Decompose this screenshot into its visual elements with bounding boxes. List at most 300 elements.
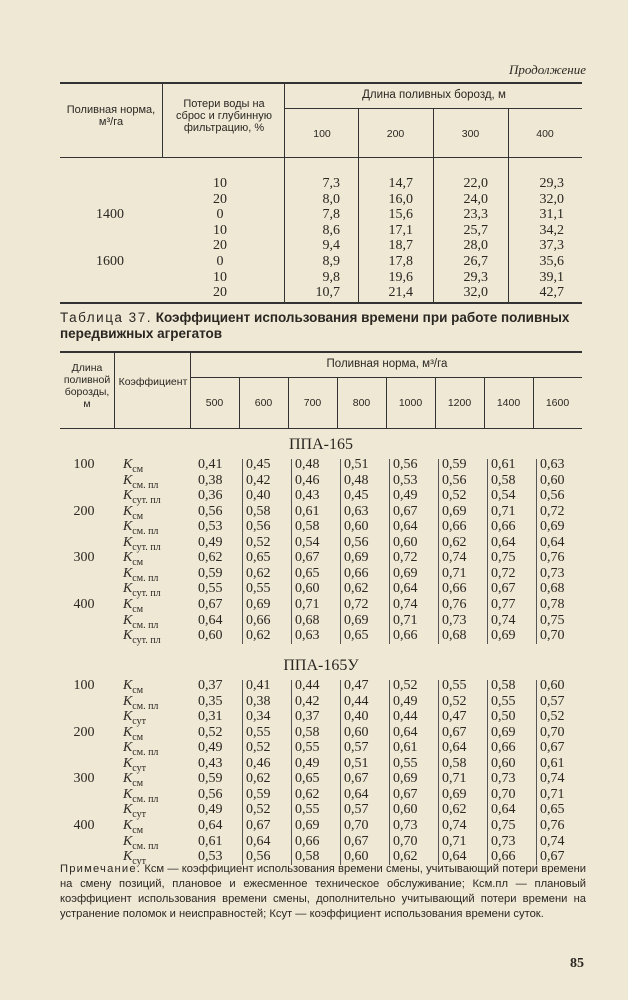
table37-value-cell: 0,55 [198, 581, 223, 597]
table37-value-cell: 0,53 [198, 849, 223, 865]
table37-value-cell: 0,52 [442, 693, 467, 709]
table37-value-cell: 0,69 [295, 817, 320, 833]
table37-value-cell: 0,57 [344, 802, 369, 818]
table37-value-cell: 0,66 [344, 565, 369, 581]
table37-header-norm-5: 1200 [447, 397, 472, 409]
table37-value-cell: 0,71 [442, 565, 467, 581]
table37-value-cell: 0,67 [344, 833, 369, 849]
table36-loss-cell: 0 [216, 254, 224, 269]
table37-value-cell: 0,67 [442, 724, 467, 740]
table37-value-cell: 0,52 [442, 488, 467, 504]
table37-value-cell: 0,43 [295, 488, 320, 504]
table37-value-cell: 0,56 [246, 849, 271, 865]
table37-row [60, 628, 582, 646]
table37-value-cell: 0,68 [295, 612, 320, 628]
coef-subscript: сут. пл [132, 541, 161, 553]
table36-value-cell: 14,7 [388, 176, 413, 191]
table37-value-cell: 0,44 [344, 693, 369, 709]
coef-symbol: К [123, 771, 133, 787]
table37-value-cell: 0,52 [393, 678, 418, 693]
table37-header-vline [484, 377, 485, 428]
table37-row [60, 488, 582, 506]
table37-value-separator [438, 459, 439, 644]
table37-value-cell: 0,51 [344, 755, 369, 771]
table37-value-cell: 0,56 [246, 519, 271, 535]
table37-value-cell: 0,53 [198, 519, 223, 535]
table37-value-cell: 0,56 [393, 457, 418, 472]
table37-value-cell: 0,64 [491, 802, 516, 818]
table37-value-cell: 0,62 [198, 550, 223, 566]
table37-value-cell: 0,73 [491, 771, 516, 787]
table36-header-len-400: 400 [536, 128, 554, 140]
coef-subscript: см. пл [132, 619, 159, 631]
table37-row [60, 534, 582, 553]
table37-value-cell: 0,62 [295, 786, 320, 802]
coef-subscript: см. пл [132, 793, 159, 805]
table37-value-cell: 0,49 [393, 693, 418, 709]
coef-subscript: см [132, 463, 144, 475]
table37-value-cell: 0,60 [295, 581, 320, 597]
table37-header-norm-3: 800 [352, 397, 371, 409]
table37-value-cell: 0,60 [393, 534, 418, 550]
table37-value-cell: 0,61 [198, 833, 223, 849]
table37-row [60, 612, 582, 631]
table36-value-cell: 34,2 [539, 222, 564, 238]
table37-value-cell: 0,60 [540, 678, 565, 693]
table37-title-prefix: Таблица 37. [60, 310, 152, 325]
table37-value-cell: 0,63 [540, 457, 565, 472]
table36-header-len-200: 200 [386, 128, 405, 140]
table37-value-cell: 0,55 [246, 581, 271, 597]
table36-value-cell: 25,7 [463, 222, 488, 238]
table36-row [60, 207, 582, 222]
table37-value-cell: 0,61 [393, 740, 418, 756]
table37-value-cell: 0,56 [198, 503, 223, 519]
table36-value-cell: 26,7 [463, 254, 488, 269]
table36-value-cell: 42,7 [539, 285, 564, 301]
coef-symbol: К [123, 457, 133, 472]
coef-subscript: см [132, 603, 144, 615]
table37-length-cell: 100 [73, 678, 95, 693]
table37-value-cell: 0,59 [198, 565, 223, 581]
table37-value-cell: 0,52 [198, 724, 223, 740]
table37-value-cell: 0,74 [491, 612, 516, 628]
table37-value-cell: 0,73 [393, 817, 418, 833]
table37-value-cell: 0,55 [295, 802, 320, 818]
table37-value-separator [291, 680, 292, 865]
table36-value-cell: 23,3 [463, 207, 488, 223]
table37-value-cell: 0,58 [295, 724, 320, 740]
table37-value-separator [340, 459, 341, 644]
table36-vline [162, 82, 163, 157]
table37-value-cell: 0,65 [344, 628, 369, 644]
table37-value-cell: 0,52 [246, 534, 271, 550]
coef-symbol: К [123, 503, 133, 519]
table37-value-cell: 0,34 [246, 709, 271, 725]
table36-value-cell: 8,6 [322, 222, 340, 238]
table37-length-cell: 300 [73, 771, 95, 787]
table37-value-cell: 0,64 [393, 581, 418, 597]
table37-value-cell: 0,61 [540, 755, 565, 771]
table37-value-cell: 0,60 [344, 519, 369, 535]
table36-row [60, 176, 582, 191]
table37-header-norm-4: 1000 [398, 397, 423, 409]
footnote [60, 862, 586, 922]
table36-loss-cell: 10 [213, 269, 227, 285]
table37-value-cell: 0,56 [540, 488, 565, 504]
table37-value-cell: 0,43 [198, 755, 223, 771]
table37-value-cell: 0,75 [491, 550, 516, 566]
coef-symbol: К [123, 786, 133, 802]
table37-value-separator [389, 680, 390, 865]
table37-value-cell: 0,45 [246, 457, 271, 472]
table37-value-cell: 0,60 [344, 724, 369, 740]
table37-value-cell: 0,70 [540, 628, 565, 644]
table37-value-cell: 0,62 [442, 534, 467, 550]
coef-subscript: см. пл [132, 479, 159, 491]
table37-title-text: Коэффициент использования времени при работе поливных передвижных агрегатов [60, 310, 570, 341]
table37-value-cell: 0,56 [442, 472, 467, 488]
table37-row [60, 724, 582, 743]
table37-value-cell: 0,59 [442, 457, 467, 472]
table37-row [60, 817, 582, 836]
table37-row [60, 519, 582, 537]
table37-value-cell: 0,38 [198, 472, 223, 488]
table37-value-cell: 0,69 [246, 596, 271, 612]
table37-value-cell: 0,77 [491, 596, 516, 612]
table37-value-cell: 0,67 [540, 849, 565, 865]
table37-value-cell: 0,76 [442, 596, 467, 612]
table36-value-cell: 39,1 [539, 269, 564, 285]
coef-subscript: сут. пл [132, 494, 161, 506]
table37-value-cell: 0,64 [246, 833, 271, 849]
table36-header-loss: Потери воды на сброс и глубинную фильтрацию, % [176, 98, 272, 134]
coef-symbol: К [123, 628, 133, 644]
table37-value-cell: 0,54 [295, 534, 320, 550]
coef-symbol: К [123, 488, 133, 504]
table37-row [60, 833, 582, 852]
table37-value-cell: 0,69 [442, 503, 467, 519]
table37-length-cell: 400 [73, 596, 95, 612]
table37-value-cell: 0,50 [491, 709, 516, 725]
table37-value-cell: 0,62 [393, 849, 418, 865]
table37-value-cell: 0,49 [393, 488, 418, 504]
table37-value-cell: 0,74 [540, 833, 565, 849]
table37-value-cell: 0,60 [198, 628, 223, 644]
table36-value-cell: 19,6 [388, 269, 413, 285]
table37-value-cell: 0,46 [295, 472, 320, 488]
table37-value-cell: 0,66 [246, 612, 271, 628]
table36-row [60, 238, 582, 253]
table36-loss-cell: 10 [213, 222, 227, 238]
table37-value-cell: 0,52 [540, 709, 565, 725]
table37-value-cell: 0,40 [246, 488, 271, 504]
table36-loss-cell: 20 [213, 285, 227, 301]
table37-value-cell: 0,65 [295, 771, 320, 787]
coef-symbol: К [123, 740, 133, 756]
table36-row [60, 285, 582, 300]
table37-row [60, 472, 582, 491]
coef-subscript: см. пл [132, 525, 159, 537]
table36-value-cell: 35,6 [539, 254, 564, 269]
table37-value-cell: 0,71 [295, 596, 320, 612]
table37-value-cell: 0,65 [295, 565, 320, 581]
table37-value-cell: 0,66 [295, 833, 320, 849]
table37-value-cell: 0,47 [344, 678, 369, 693]
table37-row [60, 786, 582, 805]
table37-header-length: Длина поливной борозды, м [63, 362, 111, 410]
footnote-text: Ксм — коэффициент использования времени смены, учитывающий потери времени на смену позиций, плановое и ежесменное техническое обслуживание; Ксм.пл — плановый коэффициент использования времени смены, дополнительно учитывающий потери времени на устранение поломок и неисправностей; Ксут — коэффициент использования времени суток. [60, 863, 586, 920]
table37-value-cell: 0,60 [344, 849, 369, 865]
table37-value-separator [340, 680, 341, 865]
table36-value-cell: 21,4 [388, 285, 413, 301]
table37-row [60, 678, 582, 696]
table37-value-cell: 0,62 [344, 581, 369, 597]
coef-subscript: сут. пл [132, 634, 161, 646]
table37-value-cell: 0,69 [393, 771, 418, 787]
table37-value-cell: 0,73 [491, 833, 516, 849]
table37-value-cell: 0,41 [198, 457, 223, 472]
table37-value-cell: 0,66 [393, 628, 418, 644]
table37-header-norm-6: 1400 [496, 397, 521, 409]
table36-value-cell: 7,8 [322, 207, 340, 223]
table36-header-norm: Поливная норма, м³/га [66, 104, 156, 128]
coef-symbol: К [123, 472, 133, 488]
coef-subscript: см [132, 778, 144, 790]
table37-value-cell: 0,71 [491, 503, 516, 519]
table36-value-cell: 24,0 [463, 191, 488, 207]
coef-subscript: см. пл [132, 572, 159, 584]
table37-value-cell: 0,72 [491, 565, 516, 581]
table37-value-cell: 0,57 [540, 693, 565, 709]
coef-symbol: К [123, 519, 133, 535]
table36-loss-cell: 0 [216, 207, 224, 223]
table37-value-cell: 0,71 [540, 786, 565, 802]
coef-symbol: К [123, 581, 133, 597]
table37-value-cell: 0,46 [246, 755, 271, 771]
table37-value-cell: 0,70 [540, 724, 565, 740]
table37-value-cell: 0,67 [295, 550, 320, 566]
table37-value-cell: 0,71 [393, 612, 418, 628]
coef-subscript: см [132, 557, 144, 569]
coef-symbol: К [123, 678, 133, 693]
table37-value-cell: 0,58 [246, 503, 271, 519]
table37-value-cell: 0,40 [344, 709, 369, 725]
table36-row [60, 223, 582, 238]
table37-value-cell: 0,64 [198, 612, 223, 628]
table36-value-cell: 17,8 [388, 254, 413, 269]
table37-value-cell: 0,58 [491, 678, 516, 693]
table37-value-separator [487, 680, 488, 865]
table37-row [60, 565, 582, 584]
table37-value-cell: 0,61 [491, 457, 516, 472]
table37-value-cell: 0,65 [540, 802, 565, 818]
coef-symbol: К [123, 565, 133, 581]
table36-bottom-rule [60, 302, 582, 304]
coef-subscript: сут. пл [132, 588, 161, 600]
table36-value-cell: 10,7 [315, 285, 340, 301]
table37-title [60, 310, 590, 342]
table37-value-cell: 0,54 [491, 488, 516, 504]
table37-value-cell: 0,55 [442, 678, 467, 693]
table37-value-cell: 0,69 [344, 550, 369, 566]
table37-value-cell: 0,69 [344, 612, 369, 628]
table37-value-cell: 0,62 [442, 802, 467, 818]
table37-value-separator [536, 459, 537, 644]
table37-value-cell: 0,57 [344, 740, 369, 756]
table36-value-cell: 15,6 [388, 207, 413, 223]
coef-subscript: см [132, 824, 144, 836]
table37-value-cell: 0,65 [246, 550, 271, 566]
table37-value-cell: 0,67 [393, 786, 418, 802]
table37-value-cell: 0,49 [198, 740, 223, 756]
table36-loss-cell: 20 [213, 238, 227, 254]
table37-value-cell: 0,55 [295, 740, 320, 756]
table36-value-cell: 29,3 [463, 269, 488, 285]
table37-value-cell: 0,67 [393, 503, 418, 519]
table37-value-cell: 0,62 [246, 565, 271, 581]
table37-value-cell: 0,45 [344, 488, 369, 504]
coef-symbol: К [123, 612, 133, 628]
table37-value-cell: 0,72 [344, 596, 369, 612]
table37-value-cell: 0,64 [491, 534, 516, 550]
table37-header-norm-7: 1600 [545, 397, 570, 409]
table37-row [60, 802, 582, 821]
table37-header-norm-0: 500 [205, 397, 224, 409]
table36-header-length: Длина поливных борозд, м [362, 89, 506, 101]
table37-value-cell: 0,66 [491, 849, 516, 865]
table37-value-cell: 0,44 [295, 678, 320, 693]
table36-value-cell: 16,0 [388, 191, 413, 207]
table37-value-cell: 0,74 [442, 817, 467, 833]
table36-norm-cell: 1400 [96, 207, 124, 223]
table37-value-cell: 0,72 [393, 550, 418, 566]
table37-value-cell: 0,49 [295, 755, 320, 771]
table37-value-cell: 0,58 [491, 472, 516, 488]
table37-value-cell: 0,67 [491, 581, 516, 597]
table36-value-cell: 22,0 [463, 176, 488, 191]
table37-value-separator [291, 459, 292, 644]
table37-header-norm-1: 600 [254, 397, 273, 409]
table37-value-cell: 0,37 [295, 709, 320, 725]
table36-value-cell: 18,7 [388, 238, 413, 254]
coef-symbol: К [123, 724, 133, 740]
coef-subscript: см. пл [132, 840, 159, 852]
table36-value-cell: 7,3 [322, 176, 340, 191]
table37-value-cell: 0,63 [344, 503, 369, 519]
table37-row [60, 771, 582, 790]
table37-row [60, 693, 582, 712]
continuation-label: Продолжение [508, 62, 586, 77]
table37-value-separator [487, 459, 488, 644]
table37-value-cell: 0,64 [442, 740, 467, 756]
table37-length-cell: 100 [73, 457, 95, 472]
table37-header-norm: Поливная норма, м³/га [326, 358, 448, 370]
table37-value-cell: 0,67 [540, 740, 565, 756]
table36-header-len-300: 300 [461, 128, 480, 140]
table37-header-vline [435, 377, 436, 428]
table37-value-cell: 0,62 [246, 771, 271, 787]
table37-value-cell: 0,68 [540, 581, 565, 597]
table36-value-cell: 31,1 [539, 207, 564, 223]
table37-value-cell: 0,37 [198, 678, 223, 693]
table37-value-cell: 0,63 [295, 628, 320, 644]
table37-header-vline [239, 377, 240, 428]
table37-value-cell: 0,74 [442, 550, 467, 566]
table37-value-cell: 0,73 [540, 565, 565, 581]
coef-subscript: сут [132, 809, 146, 821]
table37-value-cell: 0,66 [442, 519, 467, 535]
table37-value-cell: 0,66 [491, 519, 516, 535]
table37-value-cell: 0,61 [295, 503, 320, 519]
coef-subscript: сут [132, 855, 146, 867]
table37-value-cell: 0,58 [442, 755, 467, 771]
table36-value-cell: 17,1 [388, 222, 413, 238]
table37-value-cell: 0,53 [393, 472, 418, 488]
table37-value-cell: 0,72 [540, 503, 565, 519]
table37-value-cell: 0,70 [491, 786, 516, 802]
table37-value-cell: 0,49 [198, 802, 223, 818]
table37-value-cell: 0,64 [344, 786, 369, 802]
table37-value-cell: 0,60 [491, 755, 516, 771]
coef-subscript: см. пл [132, 700, 159, 712]
table37-value-cell: 0,76 [540, 817, 565, 833]
footnote-label: Примечание. [60, 863, 142, 875]
table37-value-separator [536, 680, 537, 865]
coef-symbol: К [123, 755, 133, 771]
table37-value-cell: 0,55 [246, 724, 271, 740]
table37-value-cell: 0,64 [393, 519, 418, 535]
coef-subscript: см [132, 731, 144, 743]
table37-value-cell: 0,67 [344, 771, 369, 787]
table37-value-cell: 0,42 [246, 472, 271, 488]
table37-value-separator [242, 680, 243, 865]
table37-row [60, 740, 582, 758]
table37-value-cell: 0,71 [442, 833, 467, 849]
coef-subscript: сут [132, 762, 146, 774]
table37-header-rule [60, 428, 582, 429]
table37-header-norm-2: 700 [303, 397, 322, 409]
table37-header-vline [288, 377, 289, 428]
table37-value-cell: 0,69 [393, 565, 418, 581]
coef-symbol: К [123, 833, 133, 849]
table37-value-cell: 0,67 [198, 596, 223, 612]
coef-subscript: см [132, 684, 144, 696]
table36-value-cell: 9,8 [322, 269, 340, 285]
table37-row [60, 550, 582, 569]
table37-value-cell: 0,58 [295, 849, 320, 865]
table36-row [60, 270, 582, 285]
table37-group-title: ППА-165 [289, 436, 353, 453]
table37-length-cell: 200 [73, 503, 95, 519]
table37-row [60, 457, 582, 475]
table37-value-cell: 0,70 [344, 817, 369, 833]
table37-value-cell: 0,58 [295, 519, 320, 535]
table37-row [60, 755, 582, 774]
table36-value-cell: 8,0 [322, 191, 340, 207]
table37-value-cell: 0,55 [491, 693, 516, 709]
table37-value-cell: 0,75 [540, 612, 565, 628]
table37-value-cell: 0,48 [295, 457, 320, 472]
table37-value-cell: 0,42 [295, 693, 320, 709]
table37-value-cell: 0,64 [540, 534, 565, 550]
coef-symbol: К [123, 817, 133, 833]
table36-header-len-100: 100 [313, 128, 331, 140]
table37-value-cell: 0,74 [540, 771, 565, 787]
coef-symbol: К [123, 534, 133, 550]
coef-symbol: К [123, 596, 133, 612]
table37-vline [114, 351, 115, 428]
